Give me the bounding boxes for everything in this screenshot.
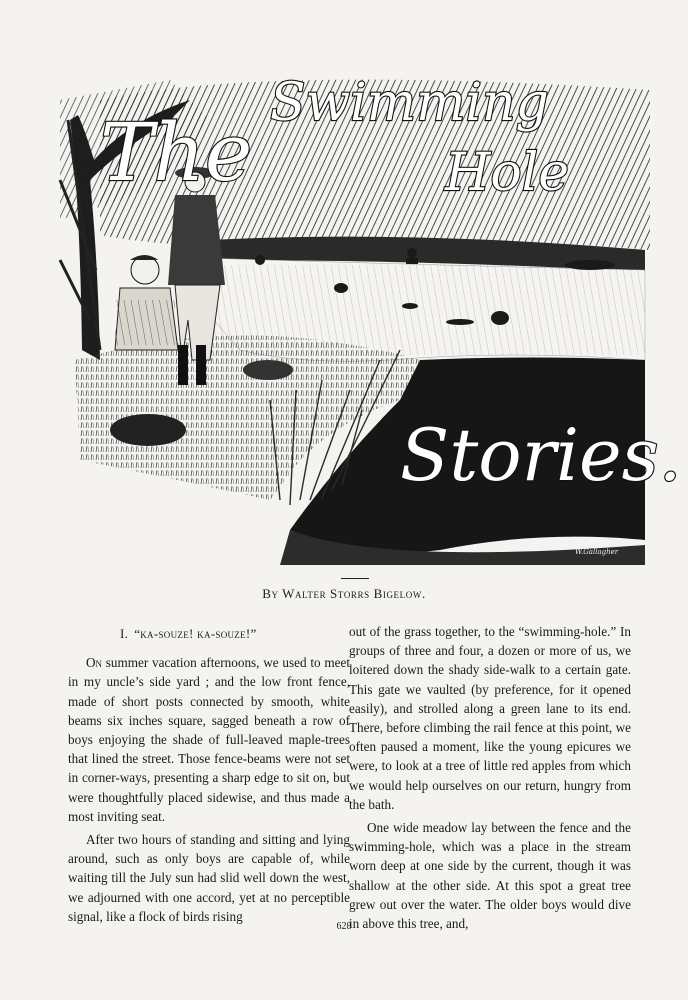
section-heading — [120, 624, 350, 643]
paragraph-lead: On — [86, 655, 103, 671]
right-paragraph-2: One wide meadow lay between the fence and the swimming-hole, which was a place in the stream worn deep at one side by the current, though it was shallow at the other side. At this spot a great tree grew out over the water. The older boys would dive in above this tree, and, — [349, 820, 631, 932]
artist-signature: W.Gallagher — [575, 548, 619, 556]
right-column — [349, 622, 631, 937]
byline-rule — [341, 578, 369, 579]
left-paragraph-2: After two hours of standing and sitting and lying around, such as only boys are capable of, while waiting till the July sun had slid well down the west, we adjourned with one accord, yet at no perceptible signal, like a flock of birds rising — [68, 832, 350, 924]
title-the: The — [100, 106, 253, 199]
left-column — [68, 622, 350, 930]
right-paragraph-1: out of the grass together, to the “swimming-hole.” In groups of three and four, a dozen or more of us, we loitered down the shady side-walk to a certain gate. This gate we vaulted (by preference, for it opened easily), and strolled along a green lane to its end. There, before climbing the rail fence at this point, we often paused a moment, like the young epicures we were, to look at a tree of little red apples from which we would help ourselves on our return, hungry from the bath. — [349, 624, 631, 812]
paragraph-text: summer vacation afternoons, we used to meet in my uncle’s side yard ; and the low front fence, made of short posts connected by smooth, white beams six inches square, sagged beneath a row of boys enjoying the shade of full-leaved maple-trees that lined the street. Those fence-beams were not set in corner-ways, presenting a sharp edge to sit on, but were thoughtfully placed sidewise, and thus made a most inviting seat. — [68, 655, 350, 824]
title-hole: Hole — [445, 143, 570, 203]
left-paragraph-1 — [68, 653, 350, 826]
header-illustration — [60, 60, 682, 565]
page-number: 628 — [336, 921, 352, 932]
engraving-scene — [60, 60, 682, 565]
title-stories: Stories. — [400, 413, 682, 497]
byline: By Walter Storrs Bigelow. — [262, 586, 426, 601]
title-swimming: Swimming — [270, 73, 549, 133]
section-number: I. — [120, 626, 129, 641]
section-title: “ka-souze! ka-souze!” — [134, 626, 257, 641]
sitting-boy — [115, 255, 178, 350]
clothes-pile — [110, 414, 186, 446]
